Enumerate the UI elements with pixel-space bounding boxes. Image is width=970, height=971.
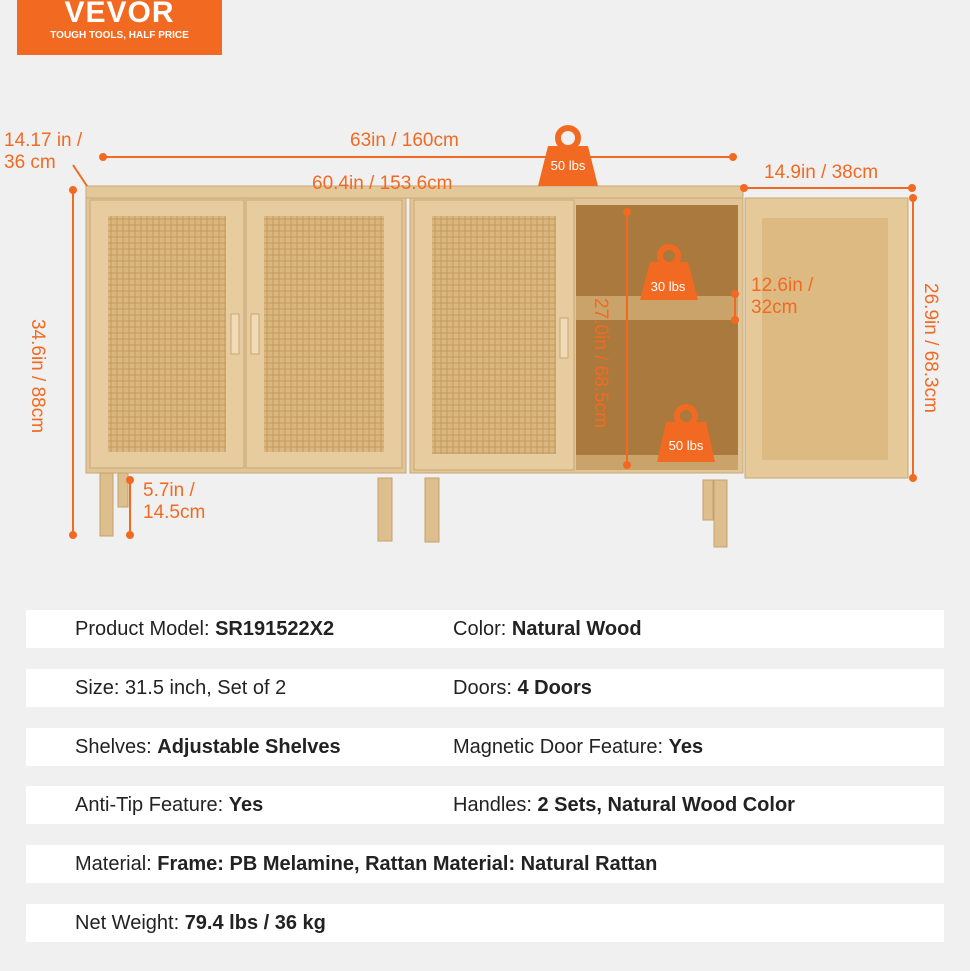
door-2 bbox=[246, 200, 402, 468]
spec-row bbox=[26, 728, 944, 766]
height-dimension: 34.6in / 88cm bbox=[27, 318, 49, 434]
door-width-dimension: 14.9in / 38cm bbox=[764, 162, 879, 183]
leg-height-dimension: 5.7in / 14.5cm bbox=[143, 480, 206, 523]
handle-2 bbox=[251, 314, 259, 354]
depth-dimension: 14.17 in / 36 cm bbox=[4, 130, 83, 173]
overall-width-dimension: 63in / 160cm bbox=[350, 130, 459, 151]
spec-row bbox=[26, 786, 944, 824]
shelf-depth-dimension: 12.6in / 32cm bbox=[751, 275, 814, 318]
spec-left: Material: Frame: PB Melamine, Rattan Material: Natural Rattan bbox=[75, 853, 658, 875]
spec-right: Magnetic Door Feature: Yes bbox=[453, 736, 704, 758]
open-door bbox=[745, 198, 908, 478]
spec-row bbox=[26, 904, 944, 942]
brand-logo bbox=[17, 0, 222, 55]
spec-right: Color: Natural Wood bbox=[453, 618, 642, 640]
spec-right: Doors: 4 Doors bbox=[453, 677, 592, 699]
spec-left: Net Weight: 79.4 lbs / 36 kg bbox=[75, 912, 326, 934]
door-height-dimension: 26.9in / 68.3cm bbox=[919, 283, 941, 413]
brand-name: VEVOR bbox=[64, 0, 175, 29]
spec-row bbox=[26, 610, 944, 648]
spec-right: Handles: 2 Sets, Natural Wood Color bbox=[453, 794, 795, 816]
spec-left: Product Model: SR191522X2 bbox=[75, 618, 335, 640]
spec-left: Size: 31.5 inch, Set of 2 bbox=[75, 677, 287, 699]
product-dimension-figure bbox=[0, 100, 970, 570]
spec-row bbox=[26, 845, 944, 883]
spec-left: Anti-Tip Feature: Yes bbox=[75, 794, 264, 816]
door-3 bbox=[414, 200, 574, 470]
weight-label-shelf: 30 lbs bbox=[650, 279, 686, 294]
handle-1 bbox=[231, 314, 239, 354]
inner-height-dimension: 27.0in / 68.5cm bbox=[589, 298, 611, 428]
spec-row bbox=[26, 669, 944, 707]
brand-tagline: TOUGH TOOLS, HALF PRICE bbox=[50, 30, 189, 41]
handle-3 bbox=[560, 318, 568, 358]
inner-width-dimension: 60.4in / 153.6cm bbox=[312, 173, 453, 194]
weight-icon-top bbox=[538, 128, 598, 186]
spec-left: Shelves: Adjustable Shelves bbox=[75, 736, 341, 758]
weight-label-top: 50 lbs bbox=[550, 158, 586, 173]
door-1 bbox=[90, 200, 244, 468]
weight-label-bottom: 50 lbs bbox=[668, 438, 704, 453]
